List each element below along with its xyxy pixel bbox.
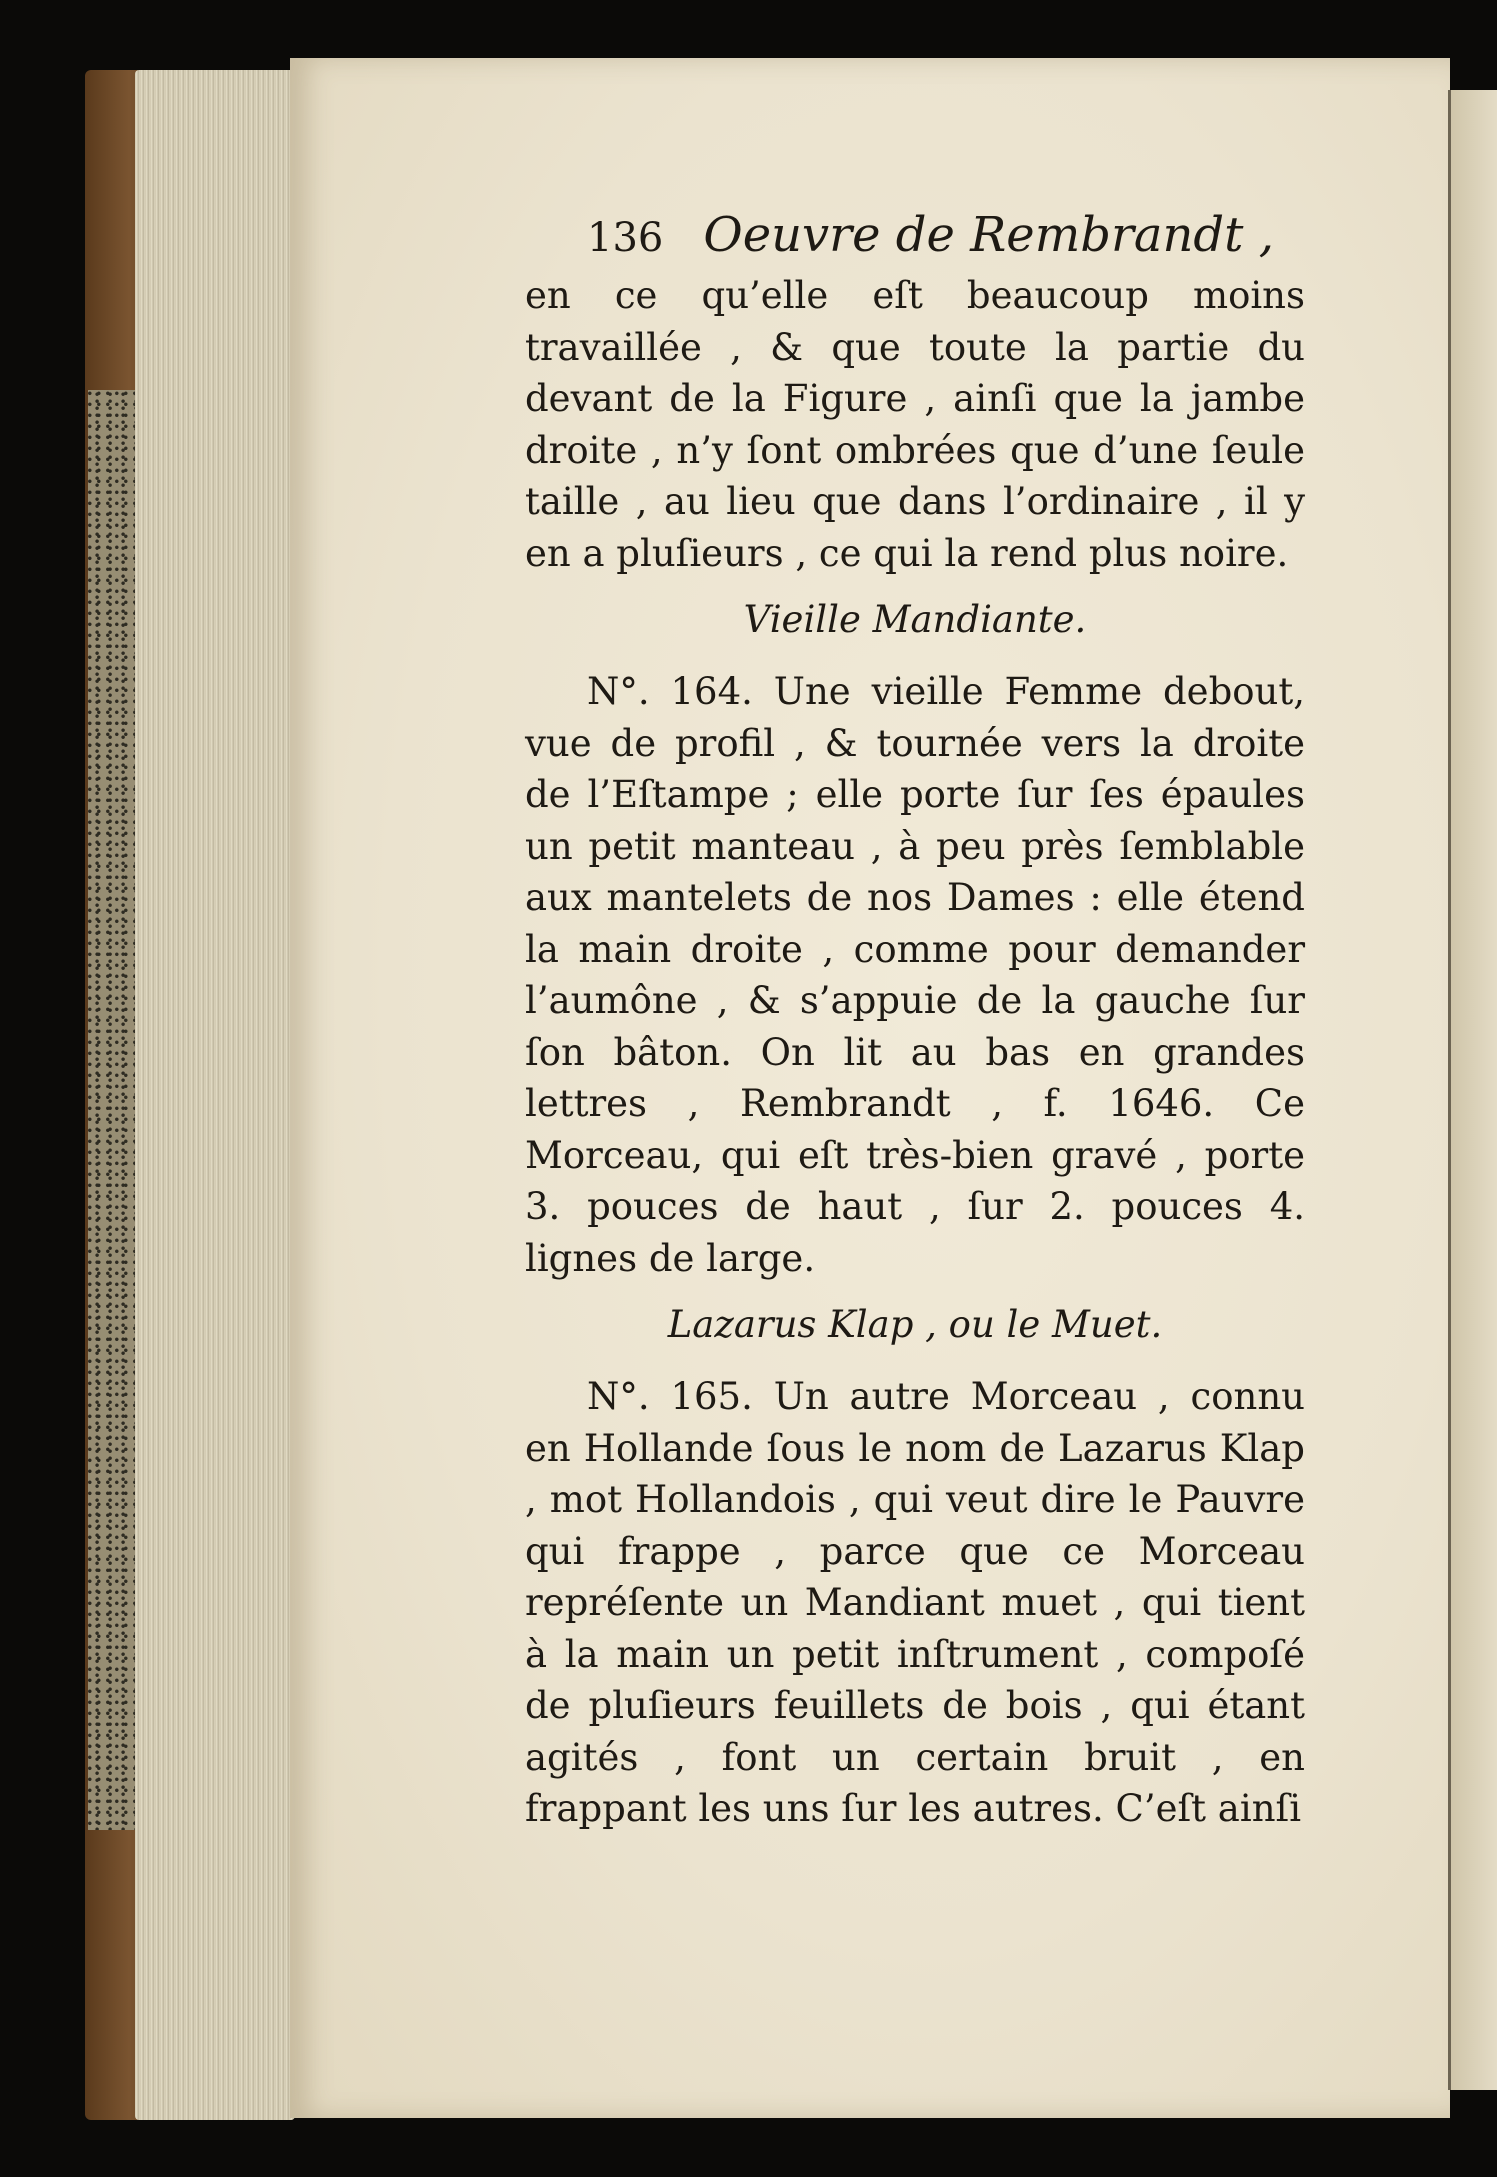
page-number: 136 bbox=[587, 215, 664, 261]
facing-page-edge bbox=[1450, 90, 1497, 2090]
entry-paragraph bbox=[525, 666, 1305, 1284]
page-edges bbox=[135, 70, 295, 2120]
entry-number: N°. 165. bbox=[587, 1375, 753, 1418]
continuation-paragraph: en ce qu’elle eſt beaucoup moins travaillée , & que toute la partie du devant de la Figure , ainſi que la jambe droite , n’y ſont ombrées que d’une ſeule taille , au lieu que dans l’ordinaire , il y en a pluſieurs , ce qui la rend plus noire. bbox=[525, 274, 1305, 575]
entry-text: Une vieille Femme debout, vue de profil , & tournée vers la droite de l’Eſtampe ; elle porte ſur ſes épaules un petit manteau , à peu près ſemblable aux mantelets de nos Dames : elle étend la main droite , comme pour demander l’aumône , & s’appuie de la gauche ſur ſon bâton. On lit au bas en grandes lettres , Rembrandt , f. 1646. Ce Morceau, qui eſt très-bien gravé , porte 3. pouces de haut , ſur 2. pouces 4. lignes de large. bbox=[525, 670, 1305, 1280]
page-header bbox=[525, 207, 1305, 270]
running-title: Oeuvre de Rembrandt , bbox=[703, 207, 1274, 263]
gutter bbox=[1448, 90, 1451, 2090]
page-text bbox=[525, 207, 1305, 1835]
entry-number: N°. 164. bbox=[587, 670, 753, 713]
section-heading: Vieille Mandiante. bbox=[743, 598, 1087, 641]
section-heading: Lazarus Klap , ou le Muet. bbox=[667, 1303, 1163, 1346]
entry-text: Un autre Morceau , connu en Hollande ſous le nom de Lazarus Klap , mot Hollandois , qui veut dire le Pauvre qui frappe , parce que ce Morceau repréſente un Mandiant muet , qui tient à la main un petit inſtrument , compoſé de pluſieurs feuillets de bois , qui étant agités , font un certain bruit , en frappant les uns ſur les autres. C’eſt ainſi bbox=[525, 1375, 1305, 1830]
entry-paragraph bbox=[525, 1371, 1305, 1835]
